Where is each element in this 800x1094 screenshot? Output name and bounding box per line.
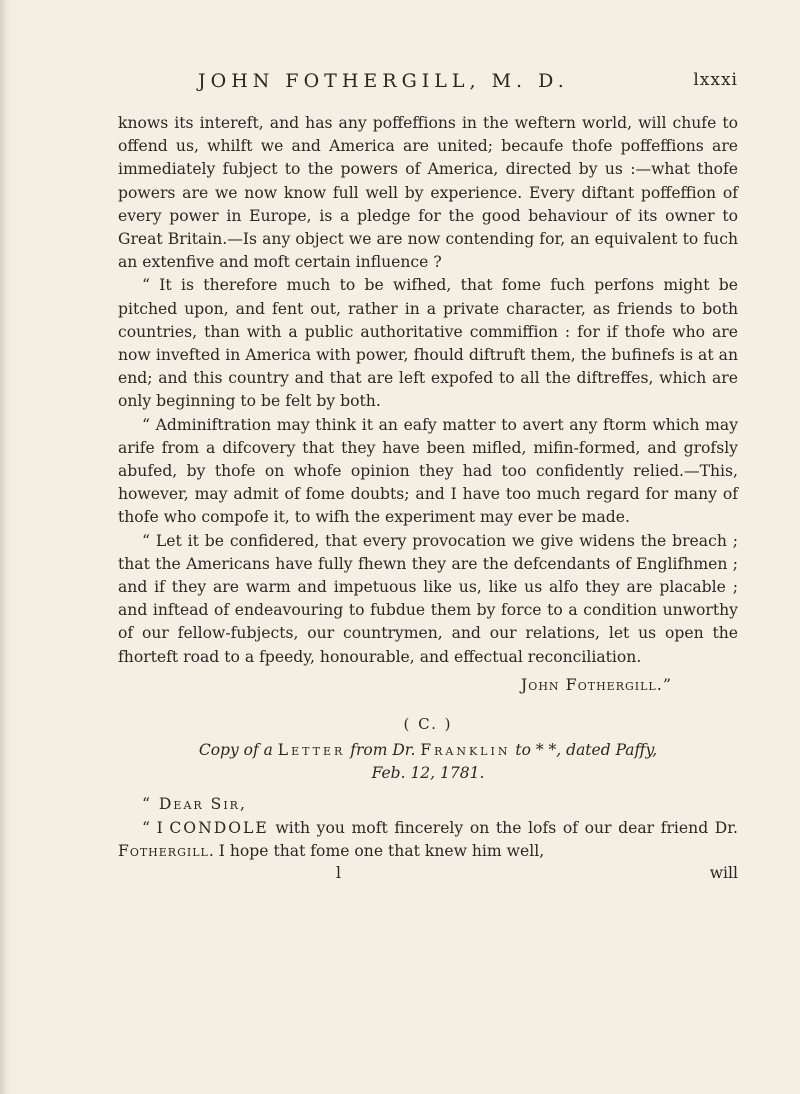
paragraph-reconciliation: “ Let it be confidered, that every provocation we give widens the breach ; that the Americans have fully fhewn they are the defcendants of Englifhmen ; and if they are warm and impetuous like us, like us alfo they are placable ; and inftead of endeavouring to fubdue them by force to a condition unworthy of our fellow-fubjects, our countrymen, and our relations, let us open the fhorteft road to a fpeedy, honourable, and effectual reconciliation. — [118, 531, 738, 666]
section-marker: ( C. ) — [403, 714, 453, 733]
letter-opening-text1: with you moft fincerely on the lofs of our dear friend Dr. — [268, 818, 738, 837]
letter-opening-name: Fothergill — [118, 842, 209, 861]
page-binding-edge — [0, 0, 12, 1094]
letter-heading-name: Franklin — [420, 740, 511, 759]
book-page — [118, 70, 738, 887]
running-title: JOHN FOTHERGILL, M. D. — [198, 70, 569, 92]
page-number: lxxxi — [693, 70, 738, 90]
letter-heading-part2: from Dr. — [345, 740, 421, 759]
letter-heading-part3: to * *, dated Paffy, — [510, 740, 658, 759]
paragraph-private-character: “ It is therefore much to be wifhed, that fome fuch perfons might be pitched upon, and fent out, rather in a private character, as friends to both countries, than with a public authoritative commiffion : for if thofe who are now invefted in America with power, fhould diftruft them, the bufinefs is at an end; and this country and that are left expofed to all the diftreffes, which are only beginning to be felt by both. — [118, 276, 738, 411]
letter-heading — [118, 739, 738, 785]
fothergill-signature: John Fothergill.” — [520, 674, 672, 694]
running-head — [118, 70, 738, 106]
page-footer — [118, 863, 738, 887]
letter-date: Feb. 12, 1781. — [371, 763, 485, 782]
catchword: will — [709, 864, 738, 883]
paragraph-administration: “ Adminiftration may think it an eafy matter to avert any ftorm which may arife from a difcovery that they have been mifled, mifin-formed, and grofsly abufed, by thofe on whofe opinion they had too confidently relied.—This, however, may admit of fome doubts; and I have too much regard for many of thofe who compofe it, to wifh the experiment may ever be made. — [118, 415, 738, 527]
letter-heading-part1: Copy of a — [198, 740, 278, 759]
letter-opening-condole: CONDOLE — [169, 818, 269, 837]
page-body — [118, 112, 738, 887]
letter-opening-quote: “ I — [142, 818, 170, 837]
paragraph-continuation: knows its intereft, and has any poffeffions in the weftern world, will chufe to offend us, whilft we and America are united; becaufe thofe poffeffions are immediately fubject to the powers of America, directed by us :—what thofe powers are we now know full well by experience. Every diftant poffeffion of every power in Europe, is a pledge for the good behaviour of its owner to Great Britain.—Is any object we are now contending for, an equivalent to fuch an extenfive and moft certain influence ? — [118, 114, 738, 272]
letter-opening — [118, 817, 738, 863]
salutation: “ Dear Sir, — [142, 794, 247, 813]
signature-mark: l — [336, 864, 341, 883]
letter-heading-letter: Letter — [277, 740, 346, 759]
letter-opening-text2: . I hope that fome one that knew him well, — [208, 842, 545, 861]
